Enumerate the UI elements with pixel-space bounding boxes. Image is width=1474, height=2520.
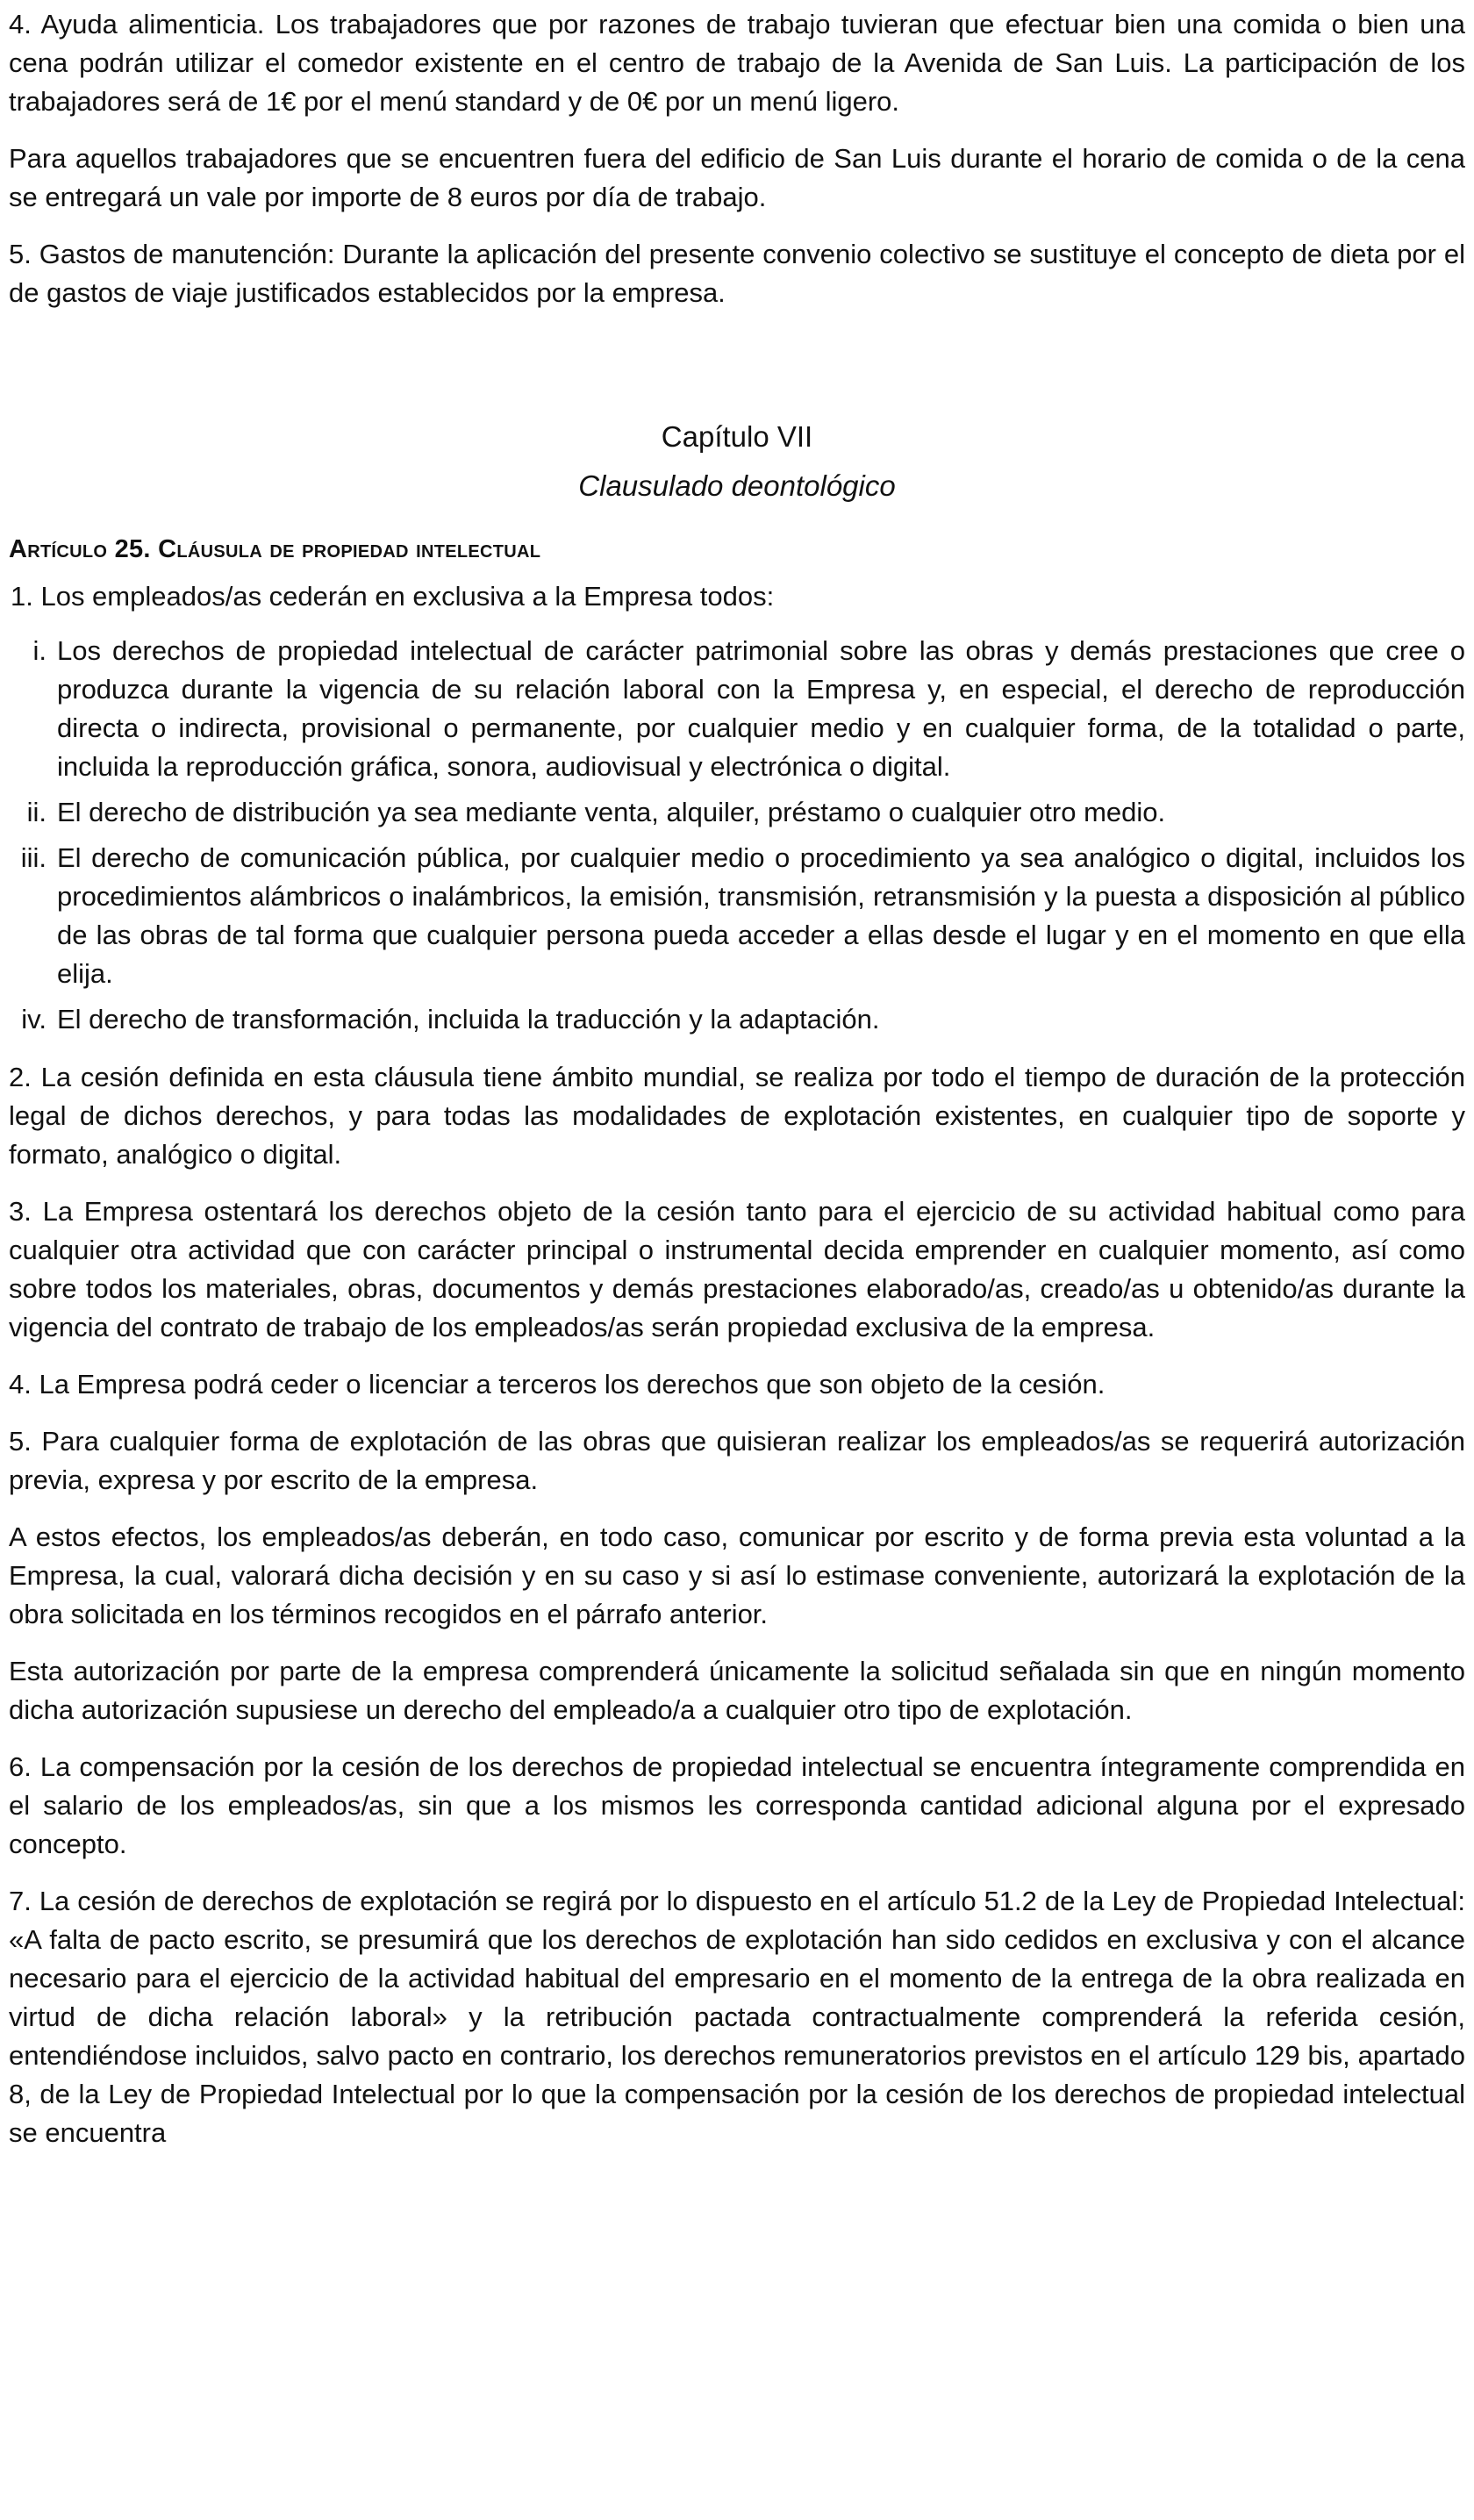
list-item-number: i. <box>32 635 47 666</box>
chapter-title: Capítulo VII <box>661 420 813 453</box>
list-item <box>9 839 1465 993</box>
paragraph-derechos-empresa: 3. La Empresa ostentará los derechos objeto de la cesión tanto para el ejercicio de su actividad habitual como para cualquier otra actividad que con carácter principal o instrumental decida emprender en cualquier momento, así como sobre todos los materiales, obras, documentos y demás prestaciones elaborado/as, creado/as u obtenido/as durante la vigencia del contrato de trabajo de los empleados/as serán propiedad exclusiva de la empresa. <box>9 1196 1465 1342</box>
list-item <box>9 793 1465 832</box>
list-item <box>9 1000 1465 1039</box>
paragraph-ambito-cesion: 2. La cesión definida en esta cláusula tiene ámbito mundial, se realiza por todo el tiempo de duración de la protección legal de dichos derechos, y para todas las modalidades de explotación existentes, en cualquier tipo de soporte y formato, analógico o digital. <box>9 1062 1465 1170</box>
paragraph-vale-comida: Para aquellos trabajadores que se encuentren fuera del edificio de San Luis durante el horario de comida o de la cena se entregará un vale por importe de 8 euros por día de trabajo. <box>9 143 1465 212</box>
rights-list <box>9 632 1465 1039</box>
paragraph-autorizacion-alcance: Esta autorización por parte de la empresa comprenderá únicamente la solicitud señalada sin que en ningún momento dicha autorización supusiese un derecho del empleado/a a cualquier otro tipo de explotación. <box>9 1656 1465 1725</box>
list-item-number: iii. <box>20 842 47 873</box>
document-page <box>9 5 1465 2171</box>
paragraph-compensacion: 6. La compensación por la cesión de los derechos de propiedad intelectual se encuentra íntegramente comprendida en el salario de los empleados/as, sin que a los mismos les corresponda cantidad adicional alguna por el expresado concepto. <box>9 1751 1465 1859</box>
paragraph-ceder-licenciar: 4. La Empresa podrá ceder o licenciar a terceros los derechos que son objeto de la cesión. <box>9 1369 1106 1400</box>
list-item-text: El derecho de comunicación pública, por cualquier medio o procedimiento ya sea analógico o digital, incluidos los procedimientos alámbricos o inalámbricos, la emisión, transmisión, retransmisión y la puesta a disposición al público de las obras de tal forma que cualquier persona pueda acceder a ellas desde el lugar y en el momento en que ella elija. <box>57 842 1465 989</box>
list-item-number: ii. <box>26 797 47 827</box>
paragraph-cesion-derechos-explotacion: 7. La cesión de derechos de explotación se regirá por lo dispuesto en el artículo 51.2 de la Ley de Propiedad Intelectual: «A falta de pacto escrito, se presumirá que los derechos de explotación han sido cedidos en exclusiva y con el alcance necesario para el ejercicio de la actividad habitual del empresario en el momento de la entrega de la obra realizada en virtud de dicha relación laboral» y la retribución pactada contractualmente comprenderá la referida cesión, entendiéndose incluidos, salvo pacto en contrario, los derechos remuneratorios previstos en el artículo 129 bis, apartado 8, de la Ley de Propiedad Intelectual por lo que la compensación por la cesión de los derechos de propiedad intelectual se encuentra <box>9 1886 1465 2148</box>
list-item-text: El derecho de transformación, incluida la traducción y la adaptación. <box>57 1004 880 1034</box>
list-item <box>9 632 1465 786</box>
article-intro: 1. Los empleados/as cederán en exclusiva a la Empresa todos: <box>11 581 775 612</box>
paragraph-comunicar-escrito: A estos efectos, los empleados/as deberán, en todo caso, comunicar por escrito y de forma previa esta voluntad a la Empresa, la cual, valorará dicha decisión y en su caso y si así lo estimase conveniente, autorizará la explotación de la obra solicitada en los términos recogidos en el párrafo anterior. <box>9 1521 1465 1629</box>
paragraph-gastos-manutencion: 5. Gastos de manutención: Durante la aplicación del presente convenio colectivo se sustituye el concepto de dieta por el de gastos de viaje justificados establecidos por la empresa. <box>9 239 1465 308</box>
list-item-number: iv. <box>21 1004 47 1034</box>
chapter-header <box>9 416 1465 507</box>
paragraph-ayuda-alimenticia: 4. Ayuda alimenticia. Los trabajadores que por razones de trabajo tuvieran que efectuar bien una comida o bien una cena podrán utilizar el comedor existente en el centro de trabajo de la Avenida de San Luis. La participación de los trabajadores será de 1€ por el menú standard y de 0€ por un menú ligero. <box>9 9 1465 117</box>
chapter-subtitle: Clausulado deontológico <box>578 469 896 502</box>
list-item-text: Los derechos de propiedad intelectual de carácter patrimonial sobre las obras y demás prestaciones que cree o produzca durante la vigencia de su relación laboral con la Empresa y, en especial, el derecho de reproducción directa o indirecta, provisional o permanente, por cualquier medio y en cualquier forma, de la totalidad o parte, incluida la reproducción gráfica, sonora, audiovisual y electrónica o digital. <box>57 635 1465 782</box>
list-item-text: El derecho de distribución ya sea mediante venta, alquiler, préstamo o cualquier otro medio. <box>57 797 1166 827</box>
paragraph-autorizacion-previa: 5. Para cualquier forma de explotación de las obras que quisieran realizar los empleados/as se requerirá autorización previa, expresa y por escrito de la empresa. <box>9 1426 1465 1495</box>
article-heading: Artículo 25. Cláusula de propiedad intelectual <box>9 535 541 563</box>
